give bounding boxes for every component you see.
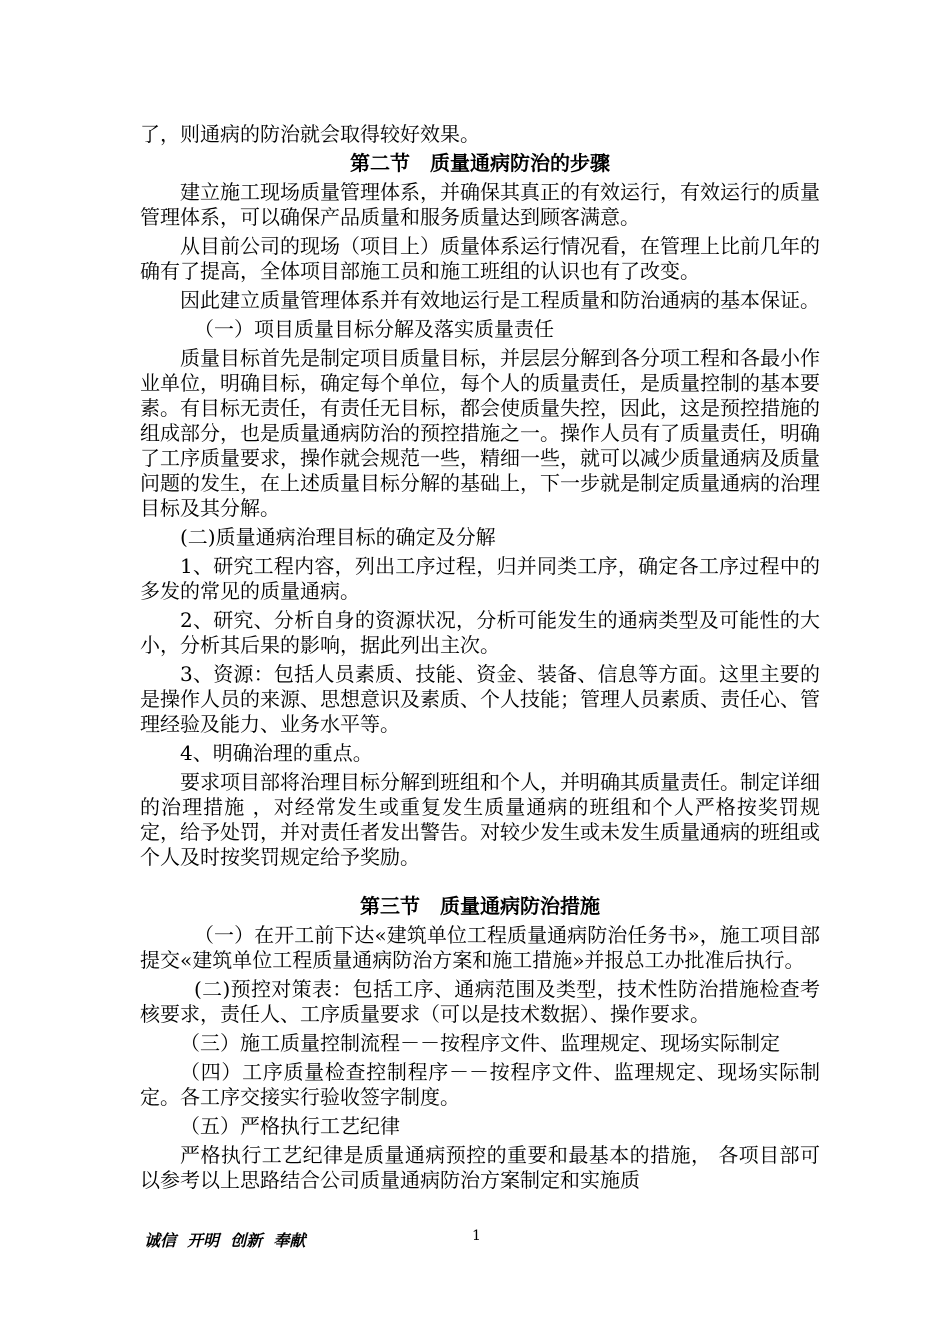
section-heading-2: 第二节 质量通病防治的步骤 xyxy=(350,151,610,175)
document-body xyxy=(140,122,820,1197)
paragraph: 从目前公司的现场（项目上）质量体系运行情况看，在管理上比前几年的确有了提高，全体项目部施工员和施工班组的认识也有了改变。 xyxy=(140,234,820,283)
subsection-title-1: （一）项目质量目标分解及落实质量责任 xyxy=(194,317,554,341)
list-item: （四）工序质量检查控制程序－－按程序文件、监理规定、现场实际制定。各工序交接实行验收签字制度。 xyxy=(140,1060,820,1109)
list-item: 3、资源：包括人员素质、技能、资金、装备、信息等方面。这里主要的是操作人员的来源、思想意识及素质、个人技能；管理人员素质、责任心、管理经验及能力、业务水平等。 xyxy=(140,662,820,736)
paragraph: 要求项目部将治理目标分解到班组和个人，并明确其质量责任。制定详细的治理措施 ，对经常发生或重复发生质量通病的班组和个人严格按奖罚规定，给予处罚，并对责任者发出警告。对较少发生或未发生质量通病的班组或个人及时按奖罚规定给予奖励。 xyxy=(140,770,820,869)
paragraph: 严格执行工艺纪律是质量通病预控的重要和最基本的措施， 各项目部可以参考以上思路结合公司质量通病防治方案制定和实施质 xyxy=(140,1143,820,1192)
list-item: （一）在开工前下达«建筑单位工程质量通病防治任务书»，施工项目部提交«建筑单位工程质量通病防治方案和施工措施»并报总工办批准后执行。 xyxy=(140,923,820,972)
page-number: 1 xyxy=(472,1228,481,1244)
page-footer xyxy=(144,1228,824,1252)
list-item: 1、研究工程内容，列出工序过程，归并同类工序，确定各工序过程中的多发的常见的质量通病。 xyxy=(140,554,820,603)
list-item: （三）施工质量控制流程－－按程序文件、监理规定、现场实际制定 xyxy=(180,1031,780,1055)
paragraph: 建立施工现场质量管理体系，并确保其真正的有效运行，有效运行的质量管理体系，可以确保产品质量和服务质量达到顾客满意。 xyxy=(140,180,820,229)
list-item: 2、研究、分析自身的资源状况，分析可能发生的通病类型及可能性的大小，分析其后果的影响，据此列出主次。 xyxy=(140,608,820,657)
paragraph: 因此建立质量管理体系并有效地运行是工程质量和防治通病的基本保证。 xyxy=(180,288,820,312)
list-item: （五）严格执行工艺纪律 xyxy=(180,1114,400,1138)
subsection-title-2: (二)质量通病治理目标的确定及分解 xyxy=(180,525,496,549)
footer-motto: 诚信 开明 创新 奉献 xyxy=(144,1231,306,1250)
section-heading-3: 第三节 质量通病防治措施 xyxy=(360,894,600,918)
list-item: (二)预控对策表：包括工序、通病范围及类型，技术性防治措施检查考核要求，责任人、工序质量要求（可以是技术数据）、操作要求。 xyxy=(140,977,820,1026)
paragraph: 质量目标首先是制定项目质量目标，并层层分解到各分项工程和各最小作业单位，明确目标，确定每个单位，每个人的质量责任，是质量控制的基本要素。有目标无责任，有责任无目标，都会使质量失控，因此，这是预控措施的组成部分，也是质量通病防治的预控措施之一。操作人员有了质量责任，明确了工序质量要求，操作就会规范一些，精细一些，就可以减少质量通病及质量问题的发生，在上述质量目标分解的基础上，下一步就是制定质量通病的治理目标及其分解。 xyxy=(140,346,820,520)
continuation-paragraph: 了，则通病的防治就会取得较好效果。 xyxy=(140,122,480,146)
list-item: 4、明确治理的重点。 xyxy=(180,741,373,765)
